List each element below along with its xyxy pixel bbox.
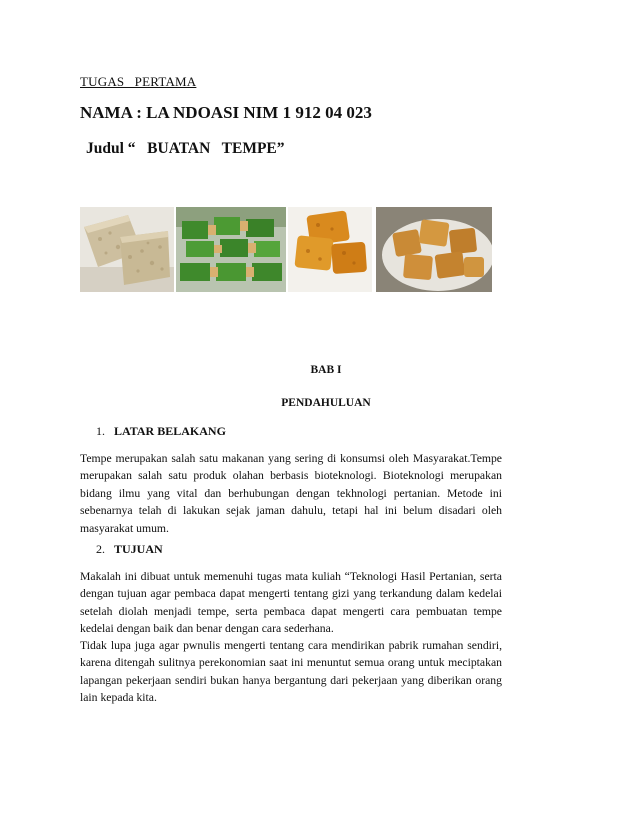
raw-tempe-blocks-photo — [80, 207, 174, 292]
section-number: 2. — [96, 542, 105, 556]
document-title: Judul “ BUATAN TEMPE” — [86, 140, 285, 157]
section-title: TUJUAN — [114, 542, 163, 556]
section-heading-tujuan — [96, 542, 163, 557]
tempe-wrapped-leaves-photo — [176, 207, 286, 292]
student-name-line: NAMA : LA NDOASI NIM 1 912 04 023 — [80, 103, 372, 122]
paragraph-latar-belakang: Tempe merupakan salah satu makanan yang sering di konsumsi oleh Masyarakat.Tempe merupakan salah satu produk olahan berbasis bioteknologi. Bioteknologi merupakan bidang ilmu yang vital dan berhubungan dengan tekhnologi pertanian. Metode ini sebenarnya telah di lakukan sejak jaman dahulu, tetapi hal ini belum disadari oleh masyarakat umum. — [80, 452, 502, 535]
section-title: LATAR BELAKANG — [114, 424, 226, 438]
paragraph-tujuan-1: Makalah ini dibuat untuk memenuhi tugas mata kuliah “Teknologi Hasil Pertanian, serta dengan tujuan agar pembaca dapat mengerti tentang gizi yang terkandung dalam kedelai setelah diolah menjadi tempe, serta pembaca dapat mengerti cara pembuatan tempe kedelai dengan baik dan benar dengan cara sederhana. — [80, 570, 502, 636]
fried-tempe-plate-photo — [376, 207, 492, 292]
paragraph-tujuan-2: Tidak lupa juga agar pwnulis mengerti tentang cara mendirikan pabrik rumahan sendiri, karena ditengah sulitnya perekonomian saat ini menuntut semua orang untuk meciptakan lapangan pekerjaan sendiri bukan hanya bergantung dari pekerjaan yang diberikan orang lain kepada kita. — [80, 639, 502, 705]
section-heading-latar-belakang — [96, 424, 226, 439]
tempe-photo-strip — [80, 207, 492, 292]
fried-tempe-photo — [288, 207, 372, 292]
assignment-label: TUGAS PERTAMA — [80, 74, 197, 89]
section-number: 1. — [96, 424, 105, 438]
chapter-heading: BAB I — [310, 364, 342, 376]
chapter-subtitle: PENDAHULUAN — [281, 397, 371, 409]
